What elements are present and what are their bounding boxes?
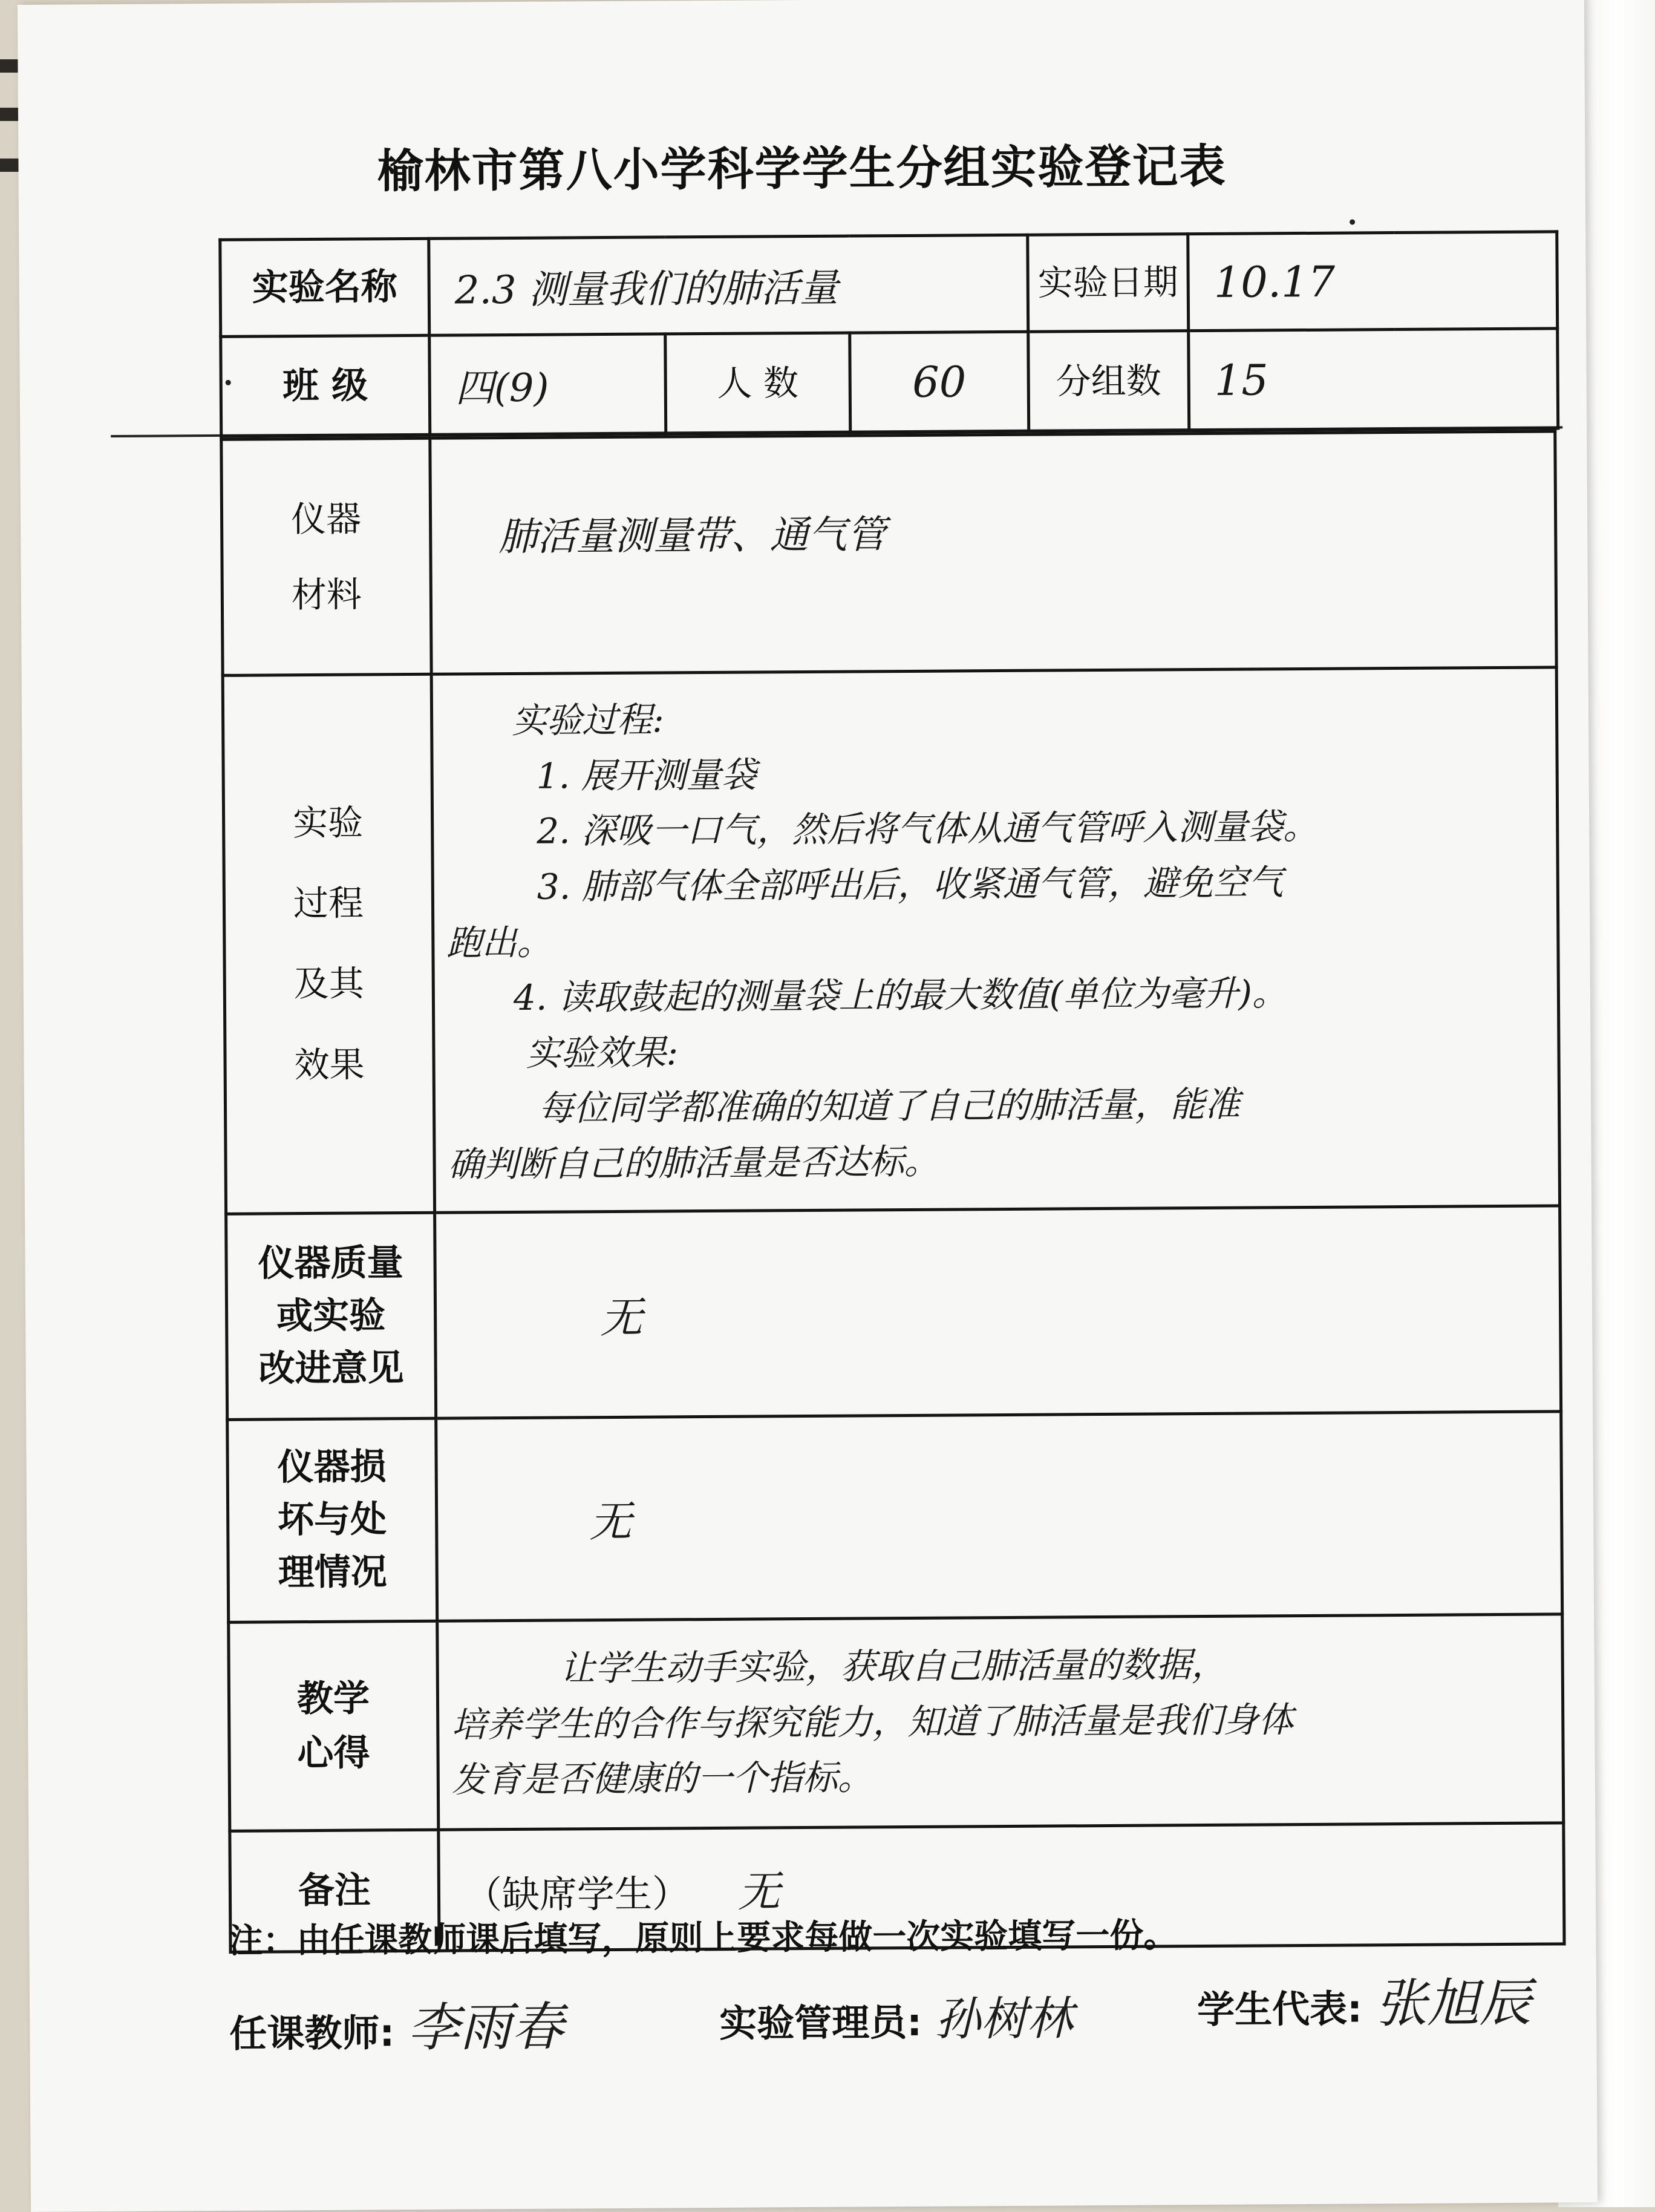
damage-label-line: 仪器损 xyxy=(277,1445,387,1489)
reflection-content xyxy=(437,1614,1564,1830)
process-heading: 实验过程: xyxy=(511,699,664,741)
body-table xyxy=(220,430,1565,1953)
quality-label-line: 改进意见 xyxy=(258,1346,404,1390)
footer-note: 注：由任课教师课后填写，原则上要求每做一次实验填写一份。 xyxy=(229,1916,1178,1961)
experiment-date-value: 10.17 xyxy=(1188,232,1558,331)
damage-value: 无 xyxy=(436,1412,1562,1621)
process-label-line: 效果 xyxy=(294,1044,365,1085)
admin-signature-field xyxy=(719,1981,1073,2050)
process-step: 3. 肺部气体全部呼出后，收紧通气管，避免空气 xyxy=(537,862,1284,908)
materials-label xyxy=(221,438,431,675)
admin-signature: 孙树林 xyxy=(935,1991,1073,2046)
student-count-label: 人 数 xyxy=(665,333,850,434)
process-content xyxy=(431,667,1559,1212)
remarks-prefix: （缺席学生） xyxy=(464,1871,690,1917)
student-signature-field xyxy=(1197,1961,1532,2038)
experiment-name-value: 2.3 测量我们的肺活量 xyxy=(429,235,1028,335)
quality-label-line: 仪器质量 xyxy=(258,1241,403,1285)
reflection-text: 让学生动手实验，获取自己肺活量的数据， xyxy=(560,1643,1227,1689)
process-label-line: 过程 xyxy=(293,882,364,924)
student-signature: 张旭辰 xyxy=(1375,1972,1532,2035)
process-label-line: 实验 xyxy=(292,802,364,843)
admin-label: 实验管理员: xyxy=(719,2000,922,2046)
reflection-text: 发育是否健康的一个指标。 xyxy=(451,1756,873,1801)
registration-form xyxy=(218,230,1565,1953)
quality-label-line: 或实验 xyxy=(276,1294,386,1337)
damage-label-line: 理情况 xyxy=(278,1551,387,1594)
experiment-name-label: 实验名称 xyxy=(220,238,429,336)
reflection-text: 培养学生的合作与探究能力，知道了肺活量是我们身体 xyxy=(451,1698,1294,1746)
paper-speck xyxy=(1350,219,1355,224)
teacher-label: 任课教师: xyxy=(229,2011,395,2056)
quality-label xyxy=(226,1212,436,1419)
group-count-value: 15 xyxy=(1189,329,1558,431)
effect-text: 每位同学都准确的知道了自己的肺活量，能准 xyxy=(538,1084,1241,1130)
process-label-line: 及其 xyxy=(293,963,364,1005)
process-step: 1. 展开测量袋 xyxy=(536,754,757,797)
damage-label xyxy=(227,1418,437,1622)
teacher-signature-field xyxy=(229,1985,564,2061)
effect-text: 确判断自己的肺活量是否达标。 xyxy=(448,1140,939,1185)
process-step: 4. 读取鼓起的测量袋上的最大数值(单位为毫升)。 xyxy=(513,972,1288,1019)
paper-speck xyxy=(226,380,231,385)
reflection-label-line: 教学 xyxy=(296,1677,370,1720)
quality-value: 无 xyxy=(435,1206,1561,1418)
header-table xyxy=(218,230,1559,438)
reflection-label xyxy=(229,1621,439,1831)
class-label: 班 级 xyxy=(221,335,430,436)
signature-row xyxy=(229,1972,1573,2066)
teacher-signature: 李雨春 xyxy=(407,1997,564,2059)
damage-label-line: 坏与处 xyxy=(277,1498,387,1542)
class-value: 四(9) xyxy=(429,334,666,435)
remarks-label: 备注 xyxy=(230,1830,439,1952)
remarks-value: 无 xyxy=(737,1866,780,1917)
student-label: 学生代表: xyxy=(1196,1986,1363,2032)
process-label xyxy=(223,674,434,1214)
reflection-label-line: 心得 xyxy=(297,1732,370,1775)
process-step: 跑出。 xyxy=(446,921,552,964)
experiment-date-label: 实验日期 xyxy=(1028,234,1189,332)
process-step: 2. 深吸一口气，然后将气体从通气管呼入测量袋。 xyxy=(537,806,1319,852)
materials-value: 肺活量测量带、通气管 xyxy=(430,431,1556,674)
document-title: 榆林市第八小学科学学生分组实验登记表 xyxy=(377,139,1227,198)
materials-label-line: 材料 xyxy=(291,573,362,615)
effect-heading: 实验效果: xyxy=(526,1032,679,1074)
group-count-label: 分组数 xyxy=(1028,331,1189,432)
materials-label-line: 仪器 xyxy=(290,498,362,540)
form-sheet xyxy=(18,0,1598,2212)
student-count-value: 60 xyxy=(850,332,1029,433)
